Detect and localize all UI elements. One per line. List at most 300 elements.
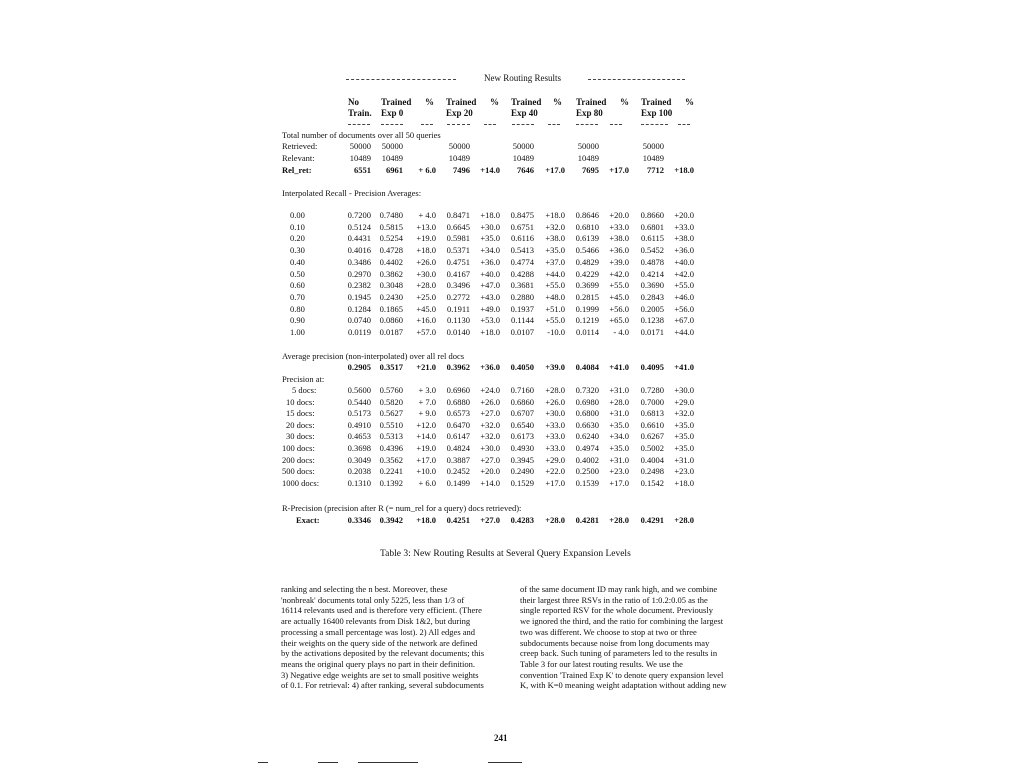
column-header-percent: %: [490, 97, 499, 107]
table-cell: +35.0: [609, 443, 629, 453]
column-header-line1: Trained: [576, 97, 607, 107]
table-cell: 0.6801: [640, 221, 664, 232]
table-cell: 0.6540: [510, 419, 534, 430]
table-cell: +35.0: [480, 233, 500, 244]
column-header-line2: Exp 20: [446, 108, 473, 118]
table-cell: 0.3945: [510, 454, 534, 465]
table-cell: 0.7280: [640, 385, 664, 395]
table-cell: +22.0: [545, 466, 565, 477]
row-label: 1000 docs:: [282, 477, 320, 488]
text-line: 16114 relevants used and is therefore very efficient. (There: [281, 605, 482, 616]
table-cell: +56.0: [609, 303, 629, 314]
table-cell: +17.0: [609, 477, 629, 488]
table-cell: 0.3486: [347, 256, 371, 267]
table-cell: +32.0: [480, 431, 500, 442]
table-cell: 50000: [381, 141, 403, 151]
table-cell: +20.0: [674, 210, 694, 220]
table-cell: 0.3681: [510, 280, 534, 291]
table-cell: 10489: [577, 153, 599, 163]
table-cell: 0.5440: [347, 396, 371, 407]
table-cell: 0.4431: [347, 233, 371, 244]
table-cell: +33.0: [609, 221, 629, 232]
table-cell: +30.0: [545, 408, 565, 419]
table-cell: +47.0: [480, 280, 500, 291]
table-cell: 0.3699: [575, 280, 599, 291]
table-cell: 0.6470: [446, 419, 470, 430]
table-cell: 0.6116: [510, 233, 534, 244]
row-label: 0.50: [290, 268, 305, 279]
table-cell: 0.7000: [640, 396, 664, 407]
table-cell: 7712: [647, 165, 664, 175]
row-label: 0.20: [290, 233, 305, 244]
table-cell: 0.4016: [347, 245, 371, 256]
table-cell: 0.1529: [510, 477, 534, 488]
table-cell: 0.3346: [347, 515, 371, 525]
table-cell: 0.7320: [575, 385, 599, 395]
table-cell: +17.0: [609, 165, 629, 175]
text-line: Table 3 for our latest routing results. We use the: [520, 658, 683, 669]
table-title: New Routing Results: [484, 73, 562, 83]
table-cell: 0.4824: [446, 443, 470, 453]
table-cell: - 4.0: [613, 327, 629, 337]
table-cell: +44.0: [674, 327, 694, 337]
table-cell: 0.3690: [640, 280, 664, 291]
table-cell: +29.0: [674, 396, 694, 407]
table-cell: 0.6115: [640, 233, 664, 244]
table-cell: 0.8475: [510, 210, 534, 220]
table-cell: +27.0: [480, 454, 500, 465]
column-header-line1: No: [348, 97, 359, 107]
table-cell: 50000: [512, 141, 534, 151]
table-cell: 0.3049: [347, 454, 371, 465]
table-cell: 0.6980: [575, 396, 599, 407]
row-label: 200 docs:: [282, 454, 315, 465]
table-cell: +34.0: [609, 431, 629, 442]
table-cell: 0.5413: [510, 245, 534, 256]
bottom-rule-1: [258, 762, 268, 763]
table-cell: 0.6573: [446, 408, 470, 419]
table-cell: +26.0: [416, 256, 436, 267]
table-cell: +43.0: [480, 291, 500, 302]
text-line: means the original query plays no part in their definition.: [281, 658, 476, 669]
text-line: convention 'Trained Exp K' to denote query expansion level: [520, 669, 724, 680]
table-cell: +36.0: [480, 362, 500, 372]
table-cell: 10489: [642, 153, 664, 163]
header-underline: [381, 124, 403, 125]
table-cell: 0.2500: [575, 466, 599, 477]
row-label: 0.70: [290, 291, 305, 302]
table-cell: +40.0: [674, 256, 694, 267]
row-label: 100 docs:: [282, 443, 315, 453]
table-cell: +35.0: [674, 419, 694, 430]
table-cell: 0.0119: [347, 327, 371, 337]
table-cell: 0.0171: [640, 327, 664, 337]
table-cell: +18.0: [545, 210, 565, 220]
table-cell: +38.0: [545, 233, 565, 244]
table-cell: 50000: [642, 141, 664, 151]
text-line: subdocuments because noise from long documents may: [520, 637, 710, 648]
table-cell: 0.2005: [640, 303, 664, 314]
table-cell: + 3.0: [418, 385, 436, 395]
table-cell: 0.4050: [510, 362, 534, 372]
table-cell: 10489: [448, 153, 470, 163]
table-cell: +32.0: [545, 221, 565, 232]
column-header-line1: Trained: [511, 97, 542, 107]
table-cell: 0.1499: [446, 477, 470, 488]
text-line: by the activations deposited by the relevant documents; this: [281, 648, 485, 659]
column-header-line1: Trained: [641, 97, 672, 107]
table-cell: 0.6880: [446, 396, 470, 407]
table-cell: +27.0: [480, 515, 500, 525]
table-cell: +53.0: [480, 315, 500, 326]
table-cell: 0.4774: [510, 256, 534, 267]
title-right-rule: [588, 79, 685, 80]
row-label: 10 docs:: [286, 396, 315, 407]
table-cell: +14.0: [480, 165, 500, 175]
table-cell: -10.0: [547, 327, 565, 337]
table-cell: 0.4288: [510, 268, 534, 279]
table-cell: 0.5627: [379, 408, 403, 419]
page-number: 241: [494, 733, 508, 743]
table-cell: 0.8471: [446, 210, 470, 220]
table-cell: 0.1999: [575, 303, 599, 314]
table-cell: 0.1130: [446, 315, 470, 326]
table-cell: 0.4402: [379, 256, 403, 267]
row-label: Relevant:: [282, 153, 315, 163]
text-line: ranking and selecting the n best. Moreover, these: [281, 584, 448, 594]
table-cell: 10489: [381, 153, 403, 163]
table-cell: +33.0: [674, 221, 694, 232]
table-cell: + 6.0: [418, 165, 436, 175]
table-cell: +37.0: [545, 256, 565, 267]
table-cell: 0.2843: [640, 291, 664, 302]
table-cell: +44.0: [545, 268, 565, 279]
table-cell: +41.0: [609, 362, 629, 372]
table-cell: +21.0: [416, 362, 436, 372]
table-cell: 0.5510: [379, 419, 403, 430]
header-underline: [641, 124, 668, 125]
text-line: creep back. Such tuning of parameters led to the results in: [520, 648, 718, 659]
table-cell: 0.8646: [575, 210, 599, 220]
table-cell: +55.0: [545, 280, 565, 291]
table-cell: +27.0: [480, 408, 500, 419]
table-cell: 0.1144: [510, 315, 534, 326]
table-cell: 0.4251: [446, 515, 470, 525]
header-underline: [484, 124, 496, 125]
table-cell: 0.4214: [640, 268, 664, 279]
table-cell: +38.0: [674, 233, 694, 244]
table-cell: 0.3962: [446, 362, 470, 372]
table-cell: +33.0: [545, 443, 565, 453]
row-label: 0.30: [290, 245, 305, 256]
table-cell: 0.2452: [446, 466, 470, 477]
row-label: Rel_ret:: [282, 165, 312, 175]
table-cell: 0.4084: [575, 362, 599, 372]
table-cell: 0.6707: [510, 408, 534, 419]
table-cell: 0.4878: [640, 256, 664, 267]
table-cell: +13.0: [416, 221, 436, 232]
table-cell: + 9.0: [418, 408, 436, 419]
table-cell: 0.2772: [446, 291, 470, 302]
table-cell: 0.3942: [379, 515, 403, 525]
table-cell: +12.0: [416, 419, 436, 430]
table-cell: 0.3862: [379, 268, 403, 279]
table-cell: 0.0107: [510, 327, 534, 337]
table-cell: +26.0: [545, 396, 565, 407]
row-label: 15 docs:: [286, 408, 315, 419]
table-cell: +35.0: [545, 245, 565, 256]
table-cell: 0.4930: [510, 443, 534, 453]
row-label: 500 docs:: [282, 466, 315, 477]
table-cell: 0.2038: [347, 466, 371, 477]
table-cell: 0.4002: [575, 454, 599, 465]
table-cell: 0.4974: [575, 443, 599, 453]
table-cell: 0.1392: [379, 477, 403, 488]
section-label: Total number of documents over all 50 queries: [282, 130, 441, 140]
table-cell: +10.0: [416, 466, 436, 477]
bottom-rule-4: [488, 762, 522, 763]
table-cell: +45.0: [609, 291, 629, 302]
table-cell: 0.3562: [379, 454, 403, 465]
table-cell: 0.4910: [347, 419, 371, 430]
table-cell: +36.0: [674, 245, 694, 256]
table-cell: +67.0: [674, 315, 694, 326]
table-cell: +34.0: [480, 245, 500, 256]
table-cell: +40.0: [480, 268, 500, 279]
table-cell: 6551: [354, 165, 371, 175]
table-cell: 10489: [349, 153, 371, 163]
row-label: 0.60: [290, 280, 305, 291]
text-line: are actually 16400 relevants from Disk 1&2, but during: [281, 616, 471, 627]
text-line: single reported RSV for the whole document. Previously: [520, 605, 713, 616]
table-cell: 7695: [582, 165, 599, 175]
row-label: 0.90: [290, 315, 305, 326]
table-cell: 0.1284: [347, 303, 371, 314]
table-cell: 0.4653: [347, 431, 371, 442]
row-label: 20 docs:: [286, 419, 315, 430]
section-label: Interpolated Recall - Precision Averages:: [282, 188, 422, 198]
table-cell: +46.0: [674, 291, 694, 302]
table-cell: +18.0: [674, 165, 694, 175]
table-cell: 0.4167: [446, 268, 470, 279]
table-cell: +55.0: [674, 280, 694, 291]
table-cell: 0.6960: [446, 385, 470, 395]
table-cell: +23.0: [609, 466, 629, 477]
table-cell: 0.5820: [379, 396, 403, 407]
table-cell: 0.1219: [575, 315, 599, 326]
column-header-percent: %: [553, 97, 562, 107]
text-line: of 0.1. For retrieval: 4) after ranking, several subdocuments: [281, 680, 484, 691]
table-cell: 50000: [448, 141, 470, 151]
row-label: Exact:: [296, 515, 320, 525]
table-cell: +55.0: [609, 280, 629, 291]
table-cell: +35.0: [609, 419, 629, 430]
table-cell: 0.6751: [510, 221, 534, 232]
table-cell: 0.5124: [347, 221, 371, 232]
table-cell: 0.6645: [446, 221, 470, 232]
row-label: 0.80: [290, 303, 305, 314]
table-cell: 0.0860: [379, 315, 403, 326]
table-cell: + 6.0: [418, 477, 436, 488]
header-underline: [348, 124, 370, 125]
table-cell: +57.0: [416, 327, 436, 337]
section-label: Precision at:: [282, 374, 325, 384]
table-cell: 0.7200: [347, 210, 371, 220]
table-cell: +28.0: [416, 280, 436, 291]
table-cell: 0.5466: [575, 245, 599, 256]
right-text-column: [520, 584, 738, 691]
table-cell: 0.5173: [347, 408, 371, 419]
table-cell: +17.0: [545, 477, 565, 488]
table-cell: 0.4829: [575, 256, 599, 267]
table-cell: +38.0: [609, 233, 629, 244]
table-cell: 0.0114: [575, 327, 599, 337]
table-cell: 0.1542: [640, 477, 664, 488]
table-cell: 50000: [349, 141, 371, 151]
table-cell: +18.0: [674, 477, 694, 488]
table-cell: 0.2430: [379, 291, 403, 302]
row-label: Retrieved:: [282, 141, 318, 151]
table-cell: 0.4004: [640, 454, 664, 465]
table-cell: 0.2970: [347, 268, 371, 279]
table-cell: 0.6267: [640, 431, 664, 442]
left-text-column: [281, 584, 496, 691]
table-cell: +36.0: [609, 245, 629, 256]
table-cell: 7496: [453, 165, 470, 175]
header-underline: [421, 124, 433, 125]
table-cell: +28.0: [674, 515, 694, 525]
table-cell: +28.0: [609, 515, 629, 525]
text-line: 3) Negative edge weights are set to small positive weights: [281, 669, 479, 680]
header-underline: [548, 124, 560, 125]
table-cell: +20.0: [609, 210, 629, 220]
table-cell: +17.0: [545, 165, 565, 175]
table-cell: +28.0: [545, 385, 565, 395]
table-cell: 0.1539: [575, 477, 599, 488]
table-cell: 0.6810: [575, 221, 599, 232]
text-line: 'nonbreak' documents total only 5225, less than 1/3 of: [281, 594, 465, 605]
bottom-rule-3: [358, 762, 418, 763]
table-cell: 0.0140: [446, 327, 470, 337]
table-cell: +29.0: [545, 454, 565, 465]
column-header-line2: Exp 100: [641, 108, 673, 118]
table-cell: 0.4229: [575, 268, 599, 279]
table-cell: 0.5371: [446, 245, 470, 256]
header-underline: [512, 124, 534, 125]
table-cell: 0.3887: [446, 454, 470, 465]
column-header-line1: Trained: [446, 97, 477, 107]
table-cell: +49.0: [480, 303, 500, 314]
table-cell: +18.0: [480, 327, 500, 337]
table-cell: +30.0: [416, 268, 436, 279]
table-cell: +20.0: [480, 466, 500, 477]
table-cell: +56.0: [674, 303, 694, 314]
table-cell: +33.0: [545, 431, 565, 442]
table-cell: +26.0: [480, 396, 500, 407]
table-cell: +17.0: [416, 454, 436, 465]
table-cell: +28.0: [545, 515, 565, 525]
table-cell: 0.6630: [575, 419, 599, 430]
table-cell: +30.0: [674, 385, 694, 395]
table-cell: +18.0: [416, 515, 436, 525]
table-cell: 0.0740: [347, 315, 371, 326]
table-cell: 0.5760: [379, 385, 403, 395]
table-cell: 0.4283: [510, 515, 534, 525]
table-cell: +14.0: [480, 477, 500, 488]
table-cell: +32.0: [674, 408, 694, 419]
header-underline: [610, 124, 622, 125]
table-cell: +36.0: [480, 256, 500, 267]
table-cell: 0.5254: [379, 233, 403, 244]
table-cell: 0.2241: [379, 466, 403, 477]
table-cell: 0.7480: [379, 210, 403, 220]
table-cell: 0.6173: [510, 431, 534, 442]
table-cell: +14.0: [416, 431, 436, 442]
column-header-line2: Exp 40: [511, 108, 538, 118]
table-cell: 0.2905: [347, 362, 371, 372]
table-cell: 0.7160: [510, 385, 534, 395]
text-line: their weights on the query side of the network are defined: [281, 637, 478, 648]
table-cell: 10489: [512, 153, 534, 163]
table-cell: 0.2498: [640, 466, 664, 477]
table-cell: 0.2382: [347, 280, 371, 291]
table-cell: 0.5815: [379, 221, 403, 232]
table-cell: +30.0: [480, 221, 500, 232]
table-cell: 50000: [577, 141, 599, 151]
table-cell: +35.0: [674, 443, 694, 453]
table-cell: +23.0: [674, 466, 694, 477]
column-header-line1: Trained: [381, 97, 412, 107]
table-cell: 0.6800: [575, 408, 599, 419]
table-cell: 0.4095: [640, 362, 664, 372]
table-cell: 0.0187: [379, 327, 403, 337]
table-cell: +31.0: [609, 385, 629, 395]
table-cell: +24.0: [480, 385, 500, 395]
table-cell: 0.4281: [575, 515, 599, 525]
table-cell: 0.3048: [379, 280, 403, 291]
table-cell: +39.0: [545, 362, 565, 372]
header-underline: [447, 124, 470, 125]
table-cell: 0.6610: [640, 419, 664, 430]
table-cell: 0.6147: [446, 431, 470, 442]
row-label: 30 docs:: [286, 431, 315, 442]
header-underline: [678, 124, 690, 125]
table-cell: +25.0: [416, 291, 436, 302]
table-cell: 0.6139: [575, 233, 599, 244]
table-cell: +65.0: [609, 315, 629, 326]
table-cell: +51.0: [545, 303, 565, 314]
table-cell: +19.0: [416, 233, 436, 244]
table-cell: +30.0: [480, 443, 500, 453]
table-cell: + 4.0: [418, 210, 436, 220]
table-cell: 0.6240: [575, 431, 599, 442]
table-cell: 0.4396: [379, 443, 403, 453]
table-cell: +31.0: [674, 454, 694, 465]
table-cell: 0.2880: [510, 291, 534, 302]
column-header-line2: Train.: [348, 108, 372, 118]
table-cell: 0.5313: [379, 431, 403, 442]
column-header-percent: %: [620, 97, 629, 107]
table-cell: 0.4751: [446, 256, 470, 267]
row-label: 0.00: [290, 210, 305, 220]
table-cell: 0.1937: [510, 303, 534, 314]
table-cell: +42.0: [674, 268, 694, 279]
header-underline: [576, 124, 598, 125]
table-cell: 0.1310: [347, 477, 371, 488]
table-cell: +33.0: [545, 419, 565, 430]
table-cell: 0.3517: [379, 362, 403, 372]
table-cell: 0.4291: [640, 515, 664, 525]
